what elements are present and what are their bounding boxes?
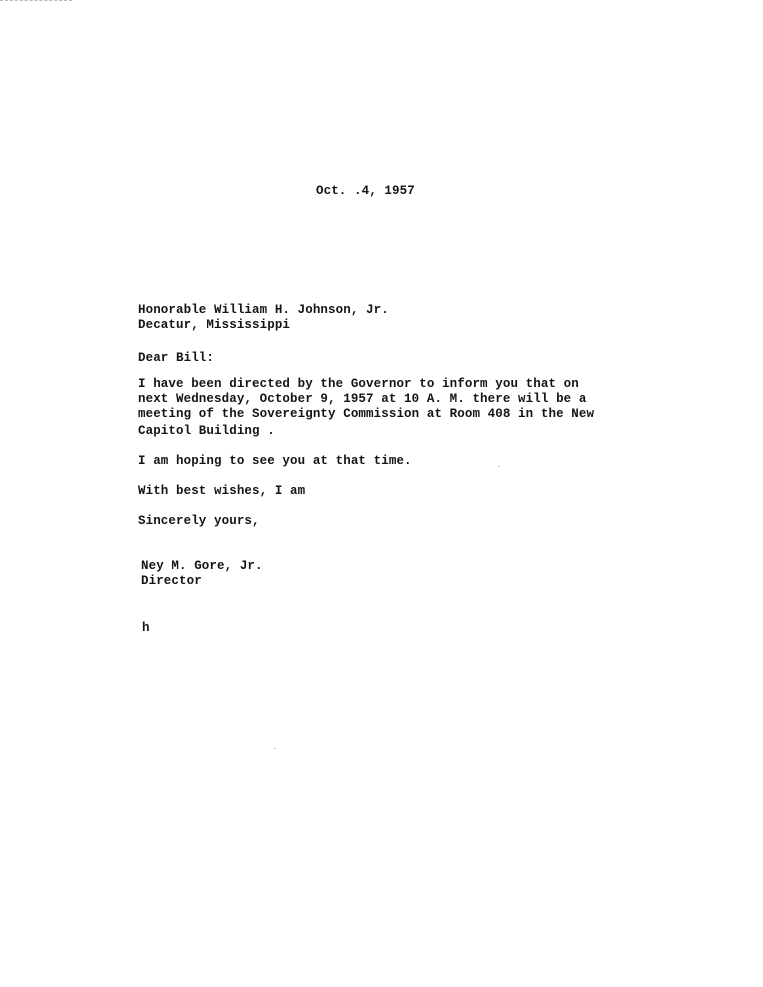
body-line-4: Capitol Building . xyxy=(138,424,275,438)
body-paragraph-2: I am hoping to see you at that time. xyxy=(138,454,412,468)
body-line-2: next Wednesday, October 9, 1957 at 10 A. M. there will be a xyxy=(138,392,587,406)
signatory-name: Ney M. Gore, Jr. xyxy=(141,559,263,573)
body-line-3: meeting of the Sovereignty Commission at Room 408 in the New xyxy=(138,407,595,421)
typist-initial: h xyxy=(142,621,150,635)
letter-date: Oct. .4, 1957 xyxy=(316,184,415,198)
scan-speck xyxy=(498,466,500,467)
signoff: Sincerely yours, xyxy=(138,514,260,528)
recipient-name: Honorable William H. Johnson, Jr. xyxy=(138,303,389,317)
body-line-1: I have been directed by the Governor to inform you that on xyxy=(138,377,579,391)
closing-line: With best wishes, I am xyxy=(138,484,306,498)
salutation: Dear Bill: xyxy=(138,351,215,365)
scan-edge-mark xyxy=(0,0,72,3)
signatory-title: Director xyxy=(141,574,202,588)
recipient-city: Decatur, Mississippi xyxy=(138,318,291,332)
scan-speck xyxy=(274,748,276,749)
